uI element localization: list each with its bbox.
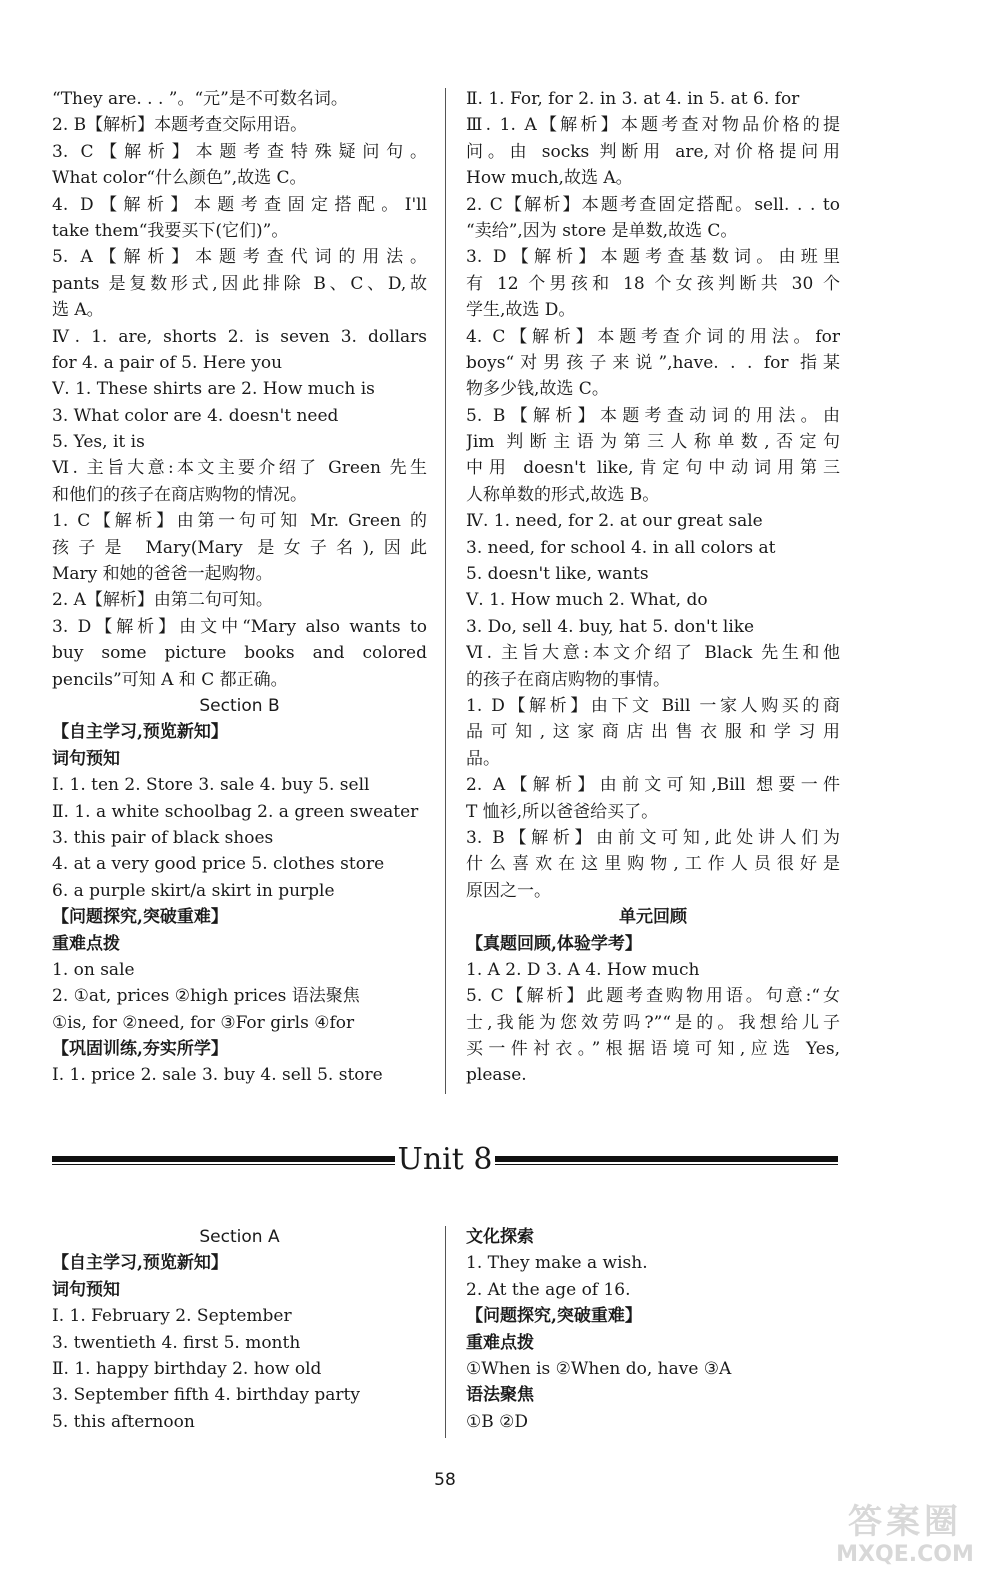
answer-line: Ⅱ. 1. For, for 2. in 3. at 4. in 5. at 6. for [466, 89, 800, 109]
answer-line: 4. at a very good price 5. clothes store [52, 854, 385, 875]
section-heading: 重难点拨 [52, 933, 120, 954]
answer-line: 5. Yes, it is [52, 432, 145, 453]
answer-line: pants 是复数形式,因此排除 B、C、D,故 [52, 273, 427, 294]
section-heading: 【问题探究,突破重难】 [52, 907, 228, 928]
answer-line: 1. They make a wish. [466, 1253, 648, 1274]
answer-line: Ⅰ. 1. February 2. September [52, 1306, 292, 1327]
answer-line: 有 12 个男孩和 18 个女孩判断共 30 个 [466, 273, 840, 294]
top-right-column [466, 86, 840, 1089]
answer-line: 3. September fifth 4. birthday party [52, 1385, 360, 1406]
section-heading: 【自主学习,预览新知】 [52, 722, 228, 743]
answer-line: 选 A。 [52, 300, 104, 321]
answer-line: for 4. a pair of 5. Here you [52, 352, 283, 373]
answer-line: Ⅰ. 1. price 2. sale 3. buy 4. sell 5. store [52, 1065, 383, 1086]
answer-line: 5. this afternoon [52, 1411, 195, 1432]
column-divider-bottom [445, 1226, 446, 1438]
watermark-url: MXQE.COM [836, 1542, 974, 1567]
answer-line: 5. B【解析】本题考查动词的用法。由 [466, 405, 840, 426]
answer-line: 1. D【解析】由下文 Bill 一家人购买的商 [466, 695, 840, 716]
section-heading: 语法聚焦 [466, 1385, 534, 1406]
answer-line: 5. C【解析】此题考查购物用语。句意:“女 [466, 986, 840, 1007]
answer-line: 1. on sale [52, 959, 135, 980]
section-heading: 【真题回顾,体验学考】 [466, 933, 642, 954]
answer-line: T 恤衫,所以爸爸给买了。 [466, 801, 659, 822]
answer-line: 3. twentieth 4. first 5. month [52, 1332, 301, 1353]
answer-line: 士,我能为您效劳吗?”“是的。我想给儿子 [466, 1012, 840, 1033]
column-divider-top [445, 88, 446, 1094]
answer-line: please. [466, 1065, 527, 1086]
answer-line: 孩子是 Mary(Mary 是女子名),因此 [52, 537, 427, 558]
answer-line: How much,故选 A。 [466, 168, 633, 189]
watermark-logo [820, 1502, 990, 1572]
answer-line: ①B ②D [466, 1411, 529, 1432]
section-heading: 【问题探究,突破重难】 [466, 1306, 642, 1327]
answer-line: Ⅵ. 主旨大意:本文主要介绍了 Green 先生 [52, 458, 427, 479]
answer-line: 人称单数的形式,故选 B。 [466, 484, 660, 505]
page-number: 58 [434, 1470, 456, 1490]
answer-line: pencils”可知 A 和 C 都正确。 [52, 669, 288, 690]
answer-line: ①When is ②When do, have ③A [466, 1358, 732, 1379]
answer-line: 的孩子在商店购物的事情。 [466, 669, 670, 690]
section-heading: 文化探索 [466, 1227, 534, 1247]
unit-title: Unit 8 [397, 1142, 493, 1177]
answer-line: 品。 [466, 748, 500, 769]
answer-line: 买一件衬衣。”根据语境可知,应选 Yes, [466, 1039, 840, 1060]
section-heading: 重难点拨 [466, 1332, 534, 1353]
bottom-right-column [466, 1224, 840, 1435]
answer-line: Ⅱ. 1. a white schoolbag 2. a green sweater [52, 801, 419, 822]
section-title: Section B [199, 695, 280, 716]
section-heading: 单元回顾 [619, 907, 687, 928]
answer-line: 2. At the age of 16. [466, 1279, 631, 1300]
answer-line: 3. D【解析】由文中“Mary also wants to [52, 616, 427, 637]
answer-line: What color“什么颜色”,故选 C。 [52, 168, 307, 189]
answer-line: boys“对男孩子来说”,have. . . for 指某 [466, 352, 840, 373]
watermark-title: 答案圈 [848, 1502, 962, 1542]
bottom-left-column [52, 1224, 427, 1435]
answer-line: 问。由 socks 判断用 are,对价格提问用 [466, 141, 840, 162]
section-heading: 【自主学习,预览新知】 [52, 1253, 228, 1274]
answer-line: 品可知,这家商店出售衣服和学习用 [466, 722, 840, 743]
answer-line: 3. D【解析】本题考查基数词。由班里 [466, 247, 840, 268]
answer-line: 2. C【解析】本题考查固定搭配。sell. . . to [466, 194, 840, 215]
answer-line: 3. B【解析】由前文可知,此处讲人们为 [466, 827, 840, 848]
answer-line: Ⅴ. 1. How much 2. What, do [466, 590, 708, 611]
answer-line: 3. C【解析】本题考查特殊疑问句。 [52, 141, 427, 162]
answer-line: Ⅳ. 1. are, shorts 2. is seven 3. dollars [52, 326, 427, 347]
answer-line: 2. ①at, prices ②high prices 语法聚焦 [52, 986, 360, 1007]
section-heading: 【巩固训练,夯实所学】 [52, 1039, 228, 1060]
answer-line: 1. A 2. D 3. A 4. How much [466, 959, 700, 980]
answer-line: ①is, for ②need, for ③For girls ④for [52, 1012, 355, 1033]
answer-line: 2. A【解析】由前文可知,Bill 想要一件 [466, 775, 840, 796]
answer-line: “卖给”,因为 store 是单数,故选 C。 [466, 220, 738, 241]
answer-line: 2. B【解析】本题考查交际用语。 [52, 115, 308, 136]
answer-line: Ⅳ. 1. need, for 2. at our great sale [466, 511, 763, 532]
answer-line: “They are. . . ”。“元”是不可数名词。 [52, 89, 348, 109]
section-title: Section A [199, 1227, 280, 1247]
section-heading: 词句预知 [52, 1279, 120, 1300]
answer-line: 4. C【解析】本题考查介词的用法。for [466, 326, 840, 347]
answer-line: 什么喜欢在这里购物,工作人员很好是 [466, 854, 840, 875]
answer-line: Ⅱ. 1. happy birthday 2. how old [52, 1358, 322, 1379]
answer-line: 3. this pair of black shoes [52, 827, 274, 848]
answer-line: Jim 判断主语为第三人称单数,否定句 [466, 432, 840, 453]
answer-line: Ⅵ. 主旨大意:本文介绍了 Black 先生和他 [466, 643, 840, 664]
top-left-column [52, 86, 427, 1089]
answer-line: buy some picture books and colored [52, 643, 427, 664]
unit-rule-left [52, 1156, 395, 1162]
answer-line: 原因之一。 [466, 880, 551, 901]
answer-line: 3. need, for school 4. in all colors at [466, 537, 776, 558]
answer-line: take them“我要买下(它们)”。 [52, 220, 289, 241]
answer-line: 2. A【解析】由第二句可知。 [52, 590, 273, 611]
answer-line: 物多少钱,故选 C。 [466, 379, 609, 400]
answer-line: Ⅲ. 1. A【解析】本题考查对物品价格的提 [466, 115, 840, 136]
answer-line: Ⅴ. 1. These shirts are 2. How much is [52, 379, 375, 400]
answer-line: 中用 doesn't like,肯定句中动词用第三 [466, 458, 840, 479]
answer-line: 3. What color are 4. doesn't need [52, 405, 339, 426]
answer-line: Mary 和她的爸爸一起购物。 [52, 564, 273, 585]
answer-line: 6. a purple skirt/a skirt in purple [52, 880, 335, 901]
answer-line: 学生,故选 D。 [466, 300, 576, 321]
section-heading: 词句预知 [52, 748, 120, 769]
unit-rule-right [495, 1156, 838, 1162]
answer-line: 和他们的孩子在商店购物的情况。 [52, 484, 307, 505]
answer-line: 5. A【解析】本题考查代词的用法。 [52, 247, 427, 268]
answer-line: Ⅰ. 1. ten 2. Store 3. sale 4. buy 5. sell [52, 775, 370, 796]
answer-line: 5. doesn't like, wants [466, 564, 649, 585]
answer-line: 3. Do, sell 4. buy, hat 5. don't like [466, 616, 755, 637]
answer-line: 4. D【解析】本题考查固定搭配。I'll [52, 194, 427, 215]
answer-line: 1. C【解析】由第一句可知 Mr. Green 的 [52, 511, 427, 532]
